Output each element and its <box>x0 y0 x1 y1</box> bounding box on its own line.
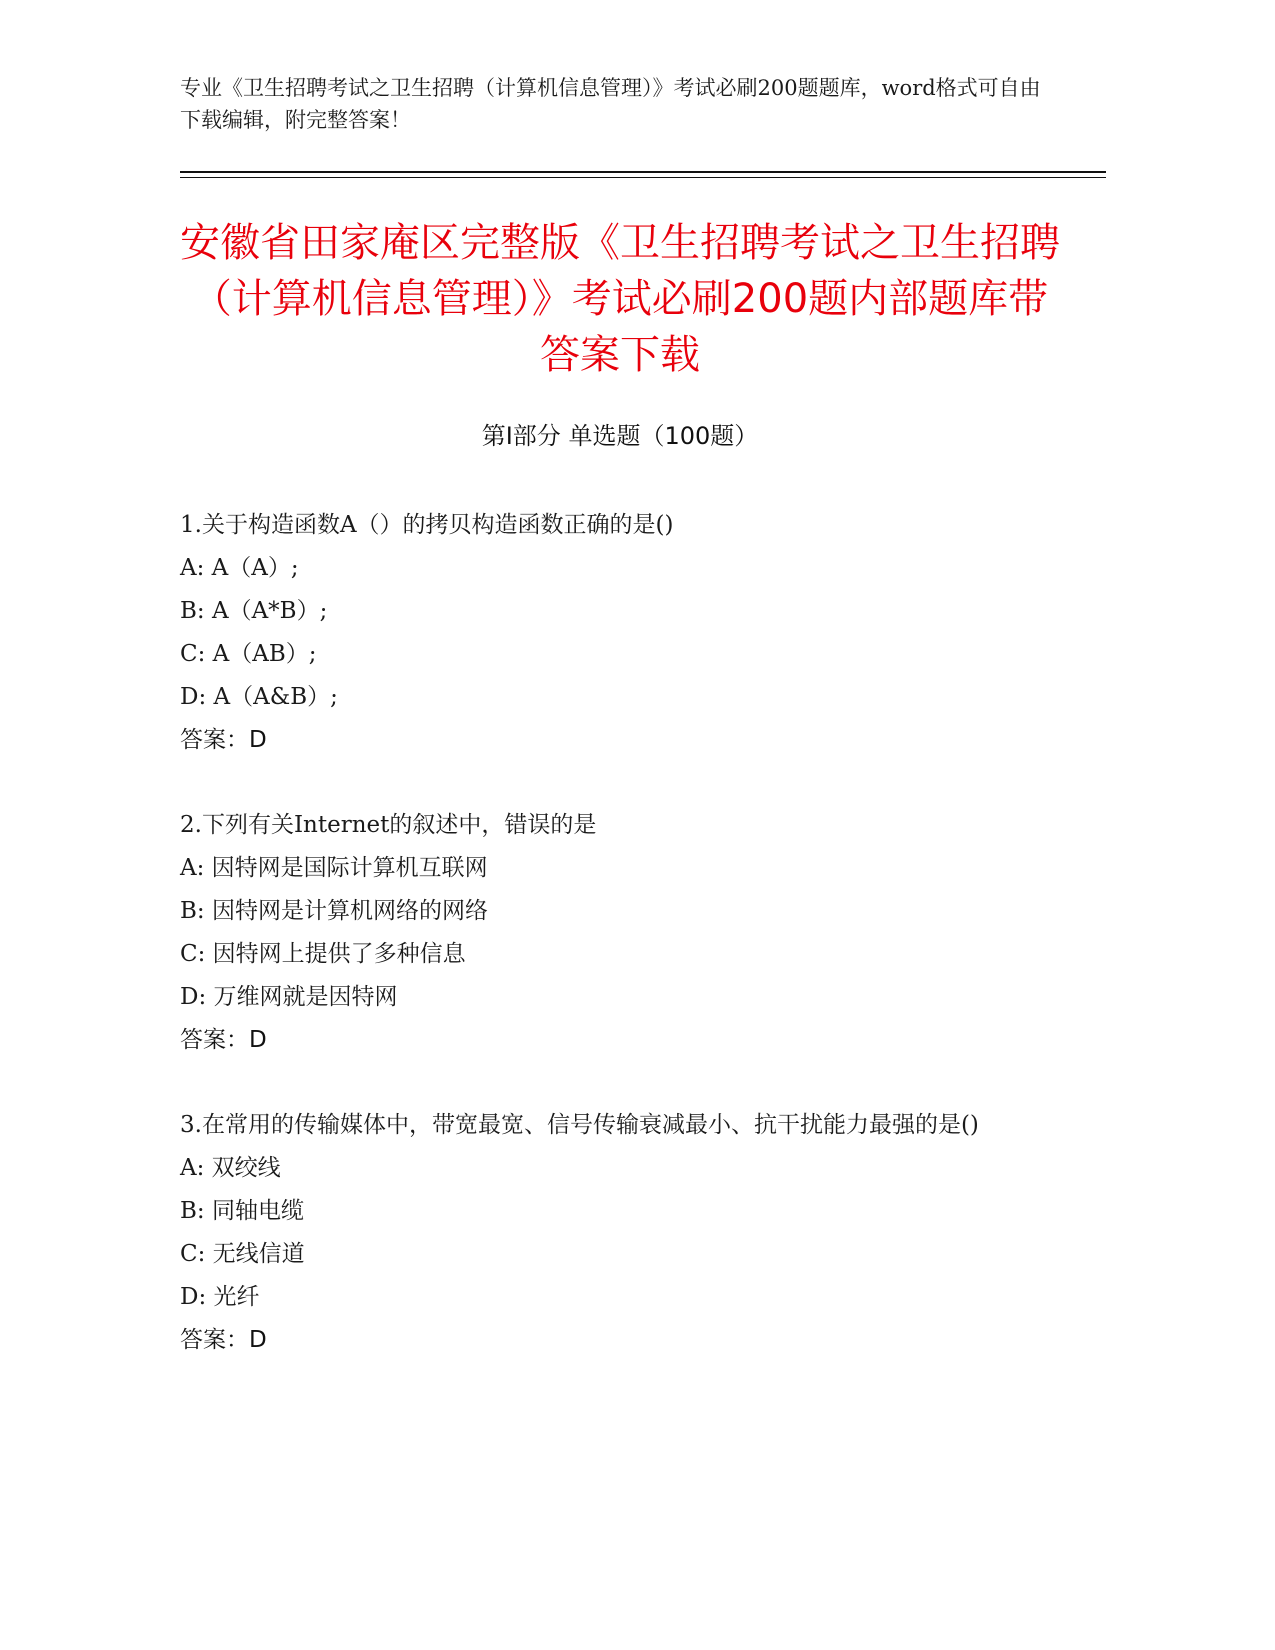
question-3 <box>180 1104 1060 1362</box>
answer-line: 答案：D <box>180 1327 267 1353</box>
document-title: 安徽省田家庵区完整版《卫生招聘考试之卫生招聘（计算机信息管理）》考试必刷200题内部题库带答案下载 <box>180 220 1060 378</box>
option-a: A: 因特网是国际计算机互联网 <box>180 855 488 881</box>
option-b: B: A（A*B）; <box>180 598 328 624</box>
option-d: D: 万维网就是因特网 <box>180 984 398 1010</box>
option-c: C: 无线信道 <box>180 1241 305 1267</box>
question-2 <box>180 804 1060 1062</box>
option-d: D: A（A&B）; <box>180 684 338 710</box>
answer-line: 答案：D <box>180 1027 267 1053</box>
header-rule-thick <box>180 171 1106 173</box>
question-list <box>180 504 1060 1404</box>
header-note: 专业《卫生招聘考试之卫生招聘（计算机信息管理）》考试必刷200题题库，word格式可自由下载编辑，附完整答案！ <box>180 76 1041 132</box>
option-c: C: A（AB）; <box>180 641 317 667</box>
option-a: A: A（A）; <box>180 555 299 581</box>
section-title: 第I部分 单选题（100题） <box>481 422 759 450</box>
option-d: D: 光纤 <box>180 1284 260 1310</box>
question-stem: 2.下列有关Internet的叙述中，错误的是 <box>180 812 597 838</box>
option-c: C: 因特网上提供了多种信息 <box>180 941 466 967</box>
header-rule-thin <box>180 177 1106 178</box>
option-b: B: 因特网是计算机网络的网络 <box>180 898 488 924</box>
question-stem: 1.关于构造函数A（）的拷贝构造函数正确的是() <box>180 512 674 538</box>
question-1 <box>180 504 1060 762</box>
option-b: B: 同轴电缆 <box>180 1198 304 1224</box>
question-stem: 3.在常用的传输媒体中，带宽最宽、信号传输衰减最小、抗干扰能力最强的是() <box>180 1112 979 1138</box>
option-a: A: 双绞线 <box>180 1155 281 1181</box>
answer-line: 答案：D <box>180 727 267 753</box>
